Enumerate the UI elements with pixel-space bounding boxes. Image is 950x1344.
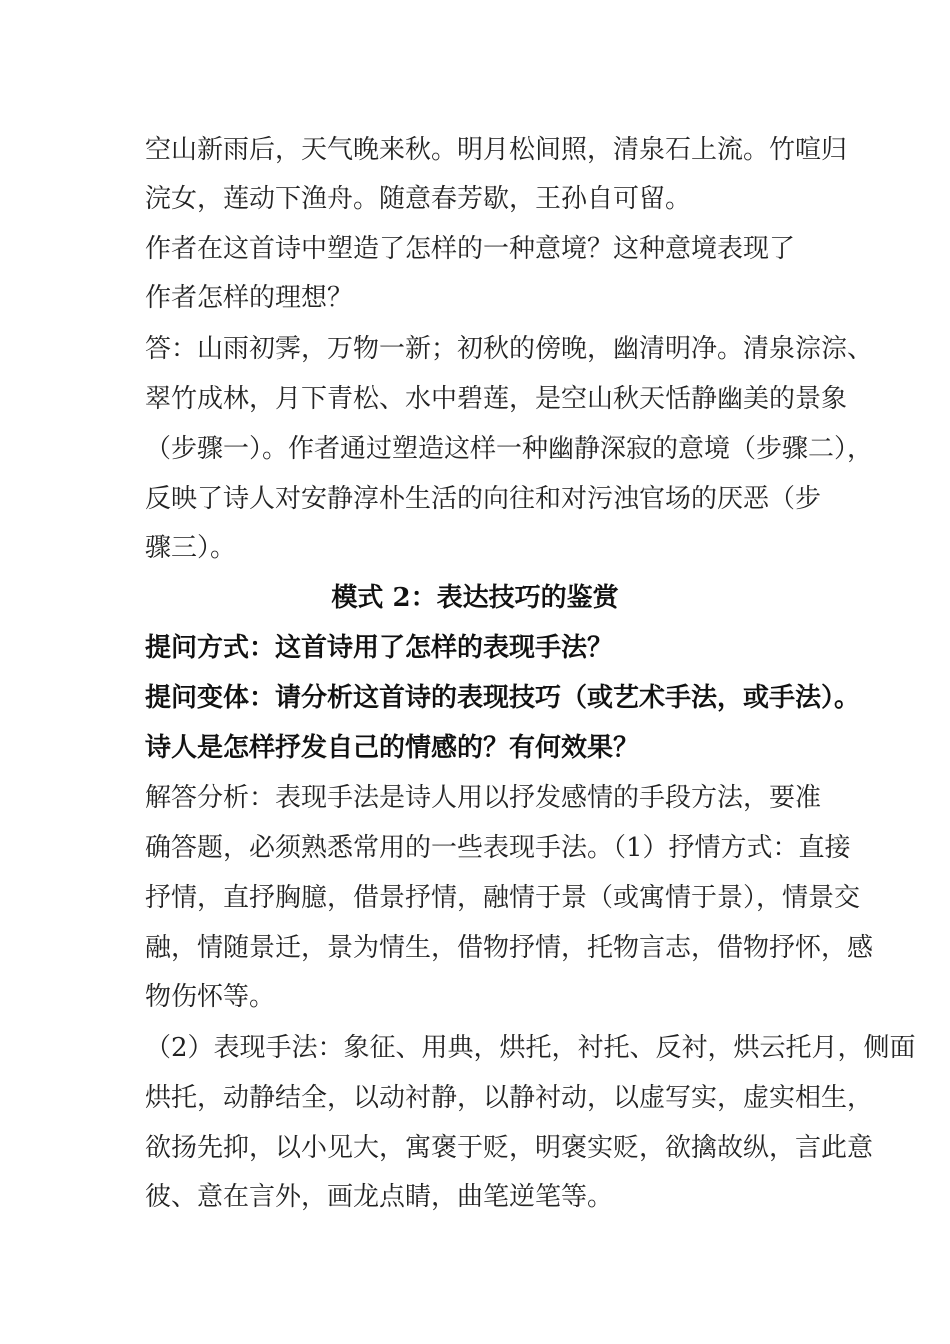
poem-line-1: 空山新雨后，天气晚来秋。明月松间照，清泉石上流。竹喧归 xyxy=(145,135,848,165)
answer-line-2: 翠竹成林，月下青松、水中碧莲，是空山秋天恬静幽美的景象 xyxy=(145,384,848,414)
variant-line-2: 诗人是怎样抒发自己的情感的？有何效果？ xyxy=(145,733,640,763)
techniques-line-2: 烘托，动静结全，以动衬静，以静衬动，以虚写实，虚实相生， xyxy=(145,1083,874,1113)
analysis-line-3: 抒情，直抒胸臆，借景抒情，融情于景（或寓情于景），情景交 xyxy=(145,883,861,913)
section-heading: 模式 2：表达技巧的鉴赏 xyxy=(331,583,619,613)
answer-line-1: 答：山雨初霁，万物一新；初秋的傍晚，幽清明净。清泉淙淙、 xyxy=(145,334,874,364)
answer-line-3: （步骤一）。作者通过塑造这样一种幽静深寂的意境（步骤二）， xyxy=(145,434,874,464)
techniques-line-3: 欲扬先抑，以小见大，寓褒于贬，明褒实贬，欲擒故纵，言此意 xyxy=(145,1133,874,1163)
variant-line-1: 提问变体：请分析这首诗的表现技巧（或艺术手法，或手法）。 xyxy=(145,683,861,713)
analysis-line-1: 解答分析：表现手法是诗人用以抒发感情的手段方法，要准 xyxy=(145,783,822,813)
ask-way: 提问方式：这首诗用了怎样的表现手法？ xyxy=(145,633,614,663)
techniques-line-1: （2）表现手法：象征、用典，烘托，衬托、反衬，烘云托月，侧面 xyxy=(145,1033,916,1063)
question-line-1: 作者在这首诗中塑造了怎样的一种意境？这种意境表现了 xyxy=(145,234,796,264)
techniques-line-4: 彼、意在言外，画龙点睛，曲笔逆笔等。 xyxy=(145,1182,614,1212)
analysis-line-2: 确答题，必须熟悉常用的一些表现手法。（1）抒情方式：直接 xyxy=(145,833,851,863)
answer-line-4: 反映了诗人对安静淳朴生活的向往和对污浊官场的厌恶（步 xyxy=(145,484,822,514)
analysis-line-4: 融，情随景迁，景为情生，借物抒情，托物言志，借物抒怀，感 xyxy=(145,933,874,963)
question-line-2: 作者怎样的理想？ xyxy=(145,283,354,313)
analysis-line-5: 物伤怀等。 xyxy=(145,982,276,1012)
answer-line-5: 骤三）。 xyxy=(145,533,237,563)
poem-line-2: 浣女，莲动下渔舟。随意春芳歇，王孙自可留。 xyxy=(145,184,692,214)
